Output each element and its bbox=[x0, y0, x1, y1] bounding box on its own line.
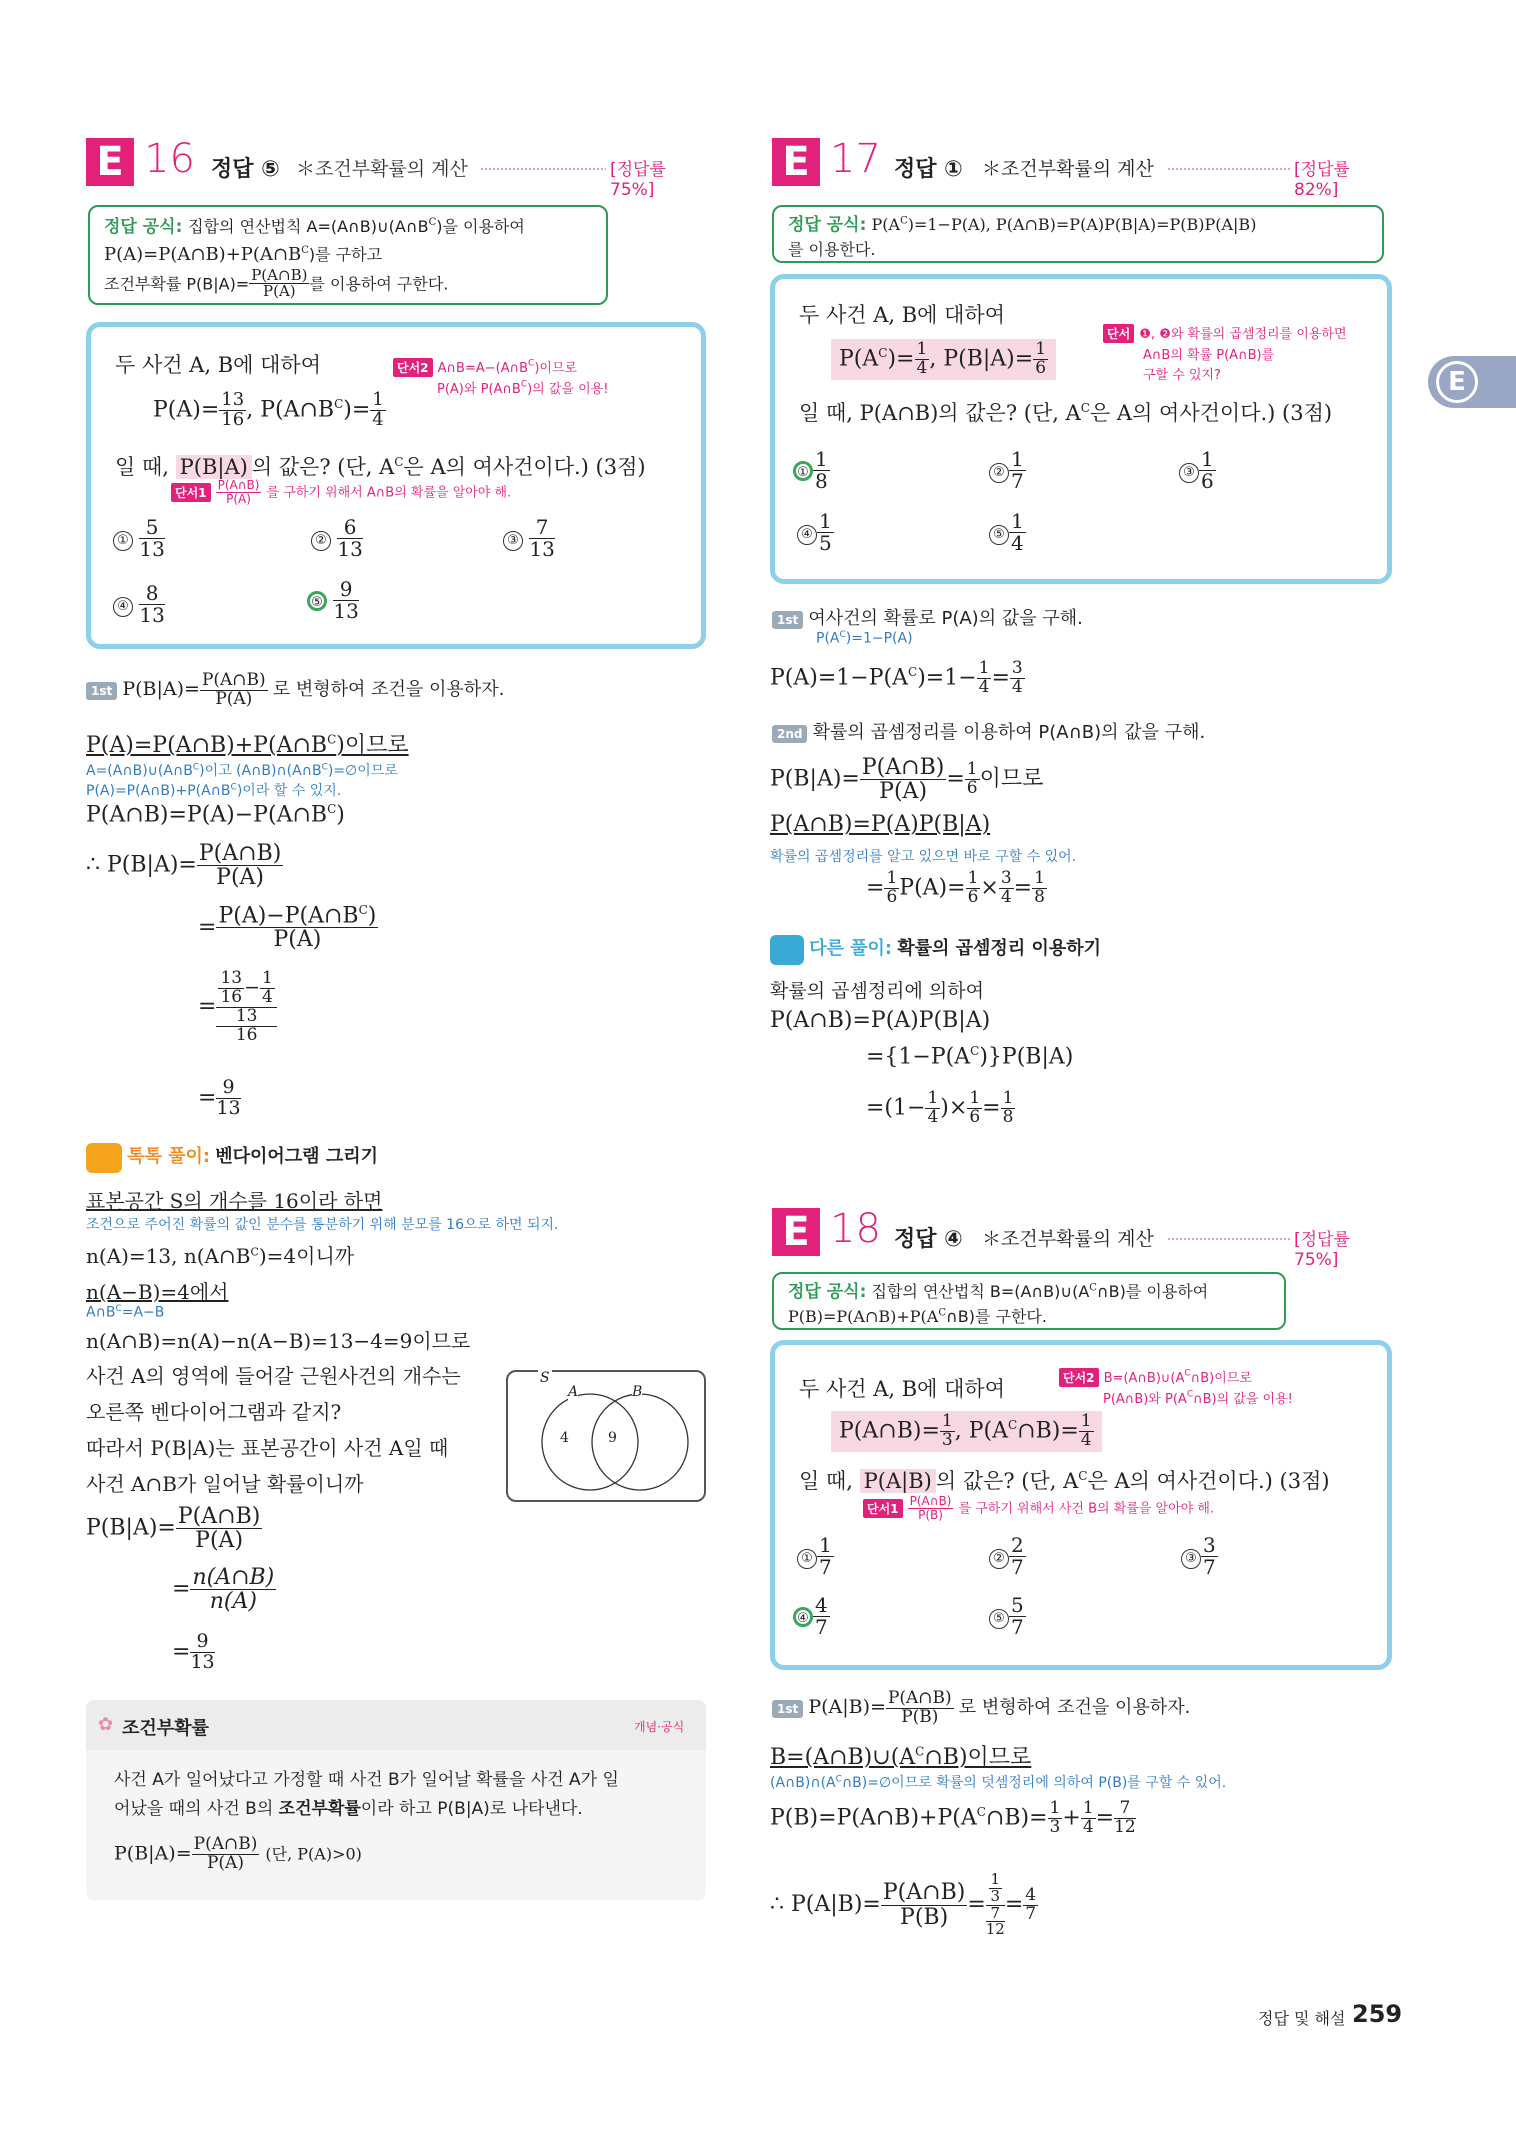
alt-line-8: 사건 A∩B가 일어날 확률이니까 bbox=[86, 1472, 364, 1496]
sol18-line-2: $P(B)=P(A\cap B)+P(A^C\cap B)=$ $\frac{1}{3}$ + $\frac{1}{4}$ = $\frac{7}{12}$ bbox=[770, 1798, 1136, 1837]
formula-box-16: 정답 공식: 집합의 연산법칙 $A=(A\cap B)\cup(A\cap B^C)$을 이용하여 $P(A)=P(A\cap B)+P(A\cap B^C)$를 구하고 조건부확률 P(B|A)= $\frac{P(A\cap B)}{P(A)}$ 를 이용하여 구한다. bbox=[88, 205, 608, 305]
question-ask: 일 때, P(B|A) 의 값은? (단, $A^C$은 A의 여사건이다.) (3점) bbox=[115, 455, 646, 479]
sol18-line-3: ∴ P(A|B)= $\frac{P(A\cap B)}{P(B)}$ = $\frac{1}{3}$ 7 12 = $\frac{4}{7}$ bbox=[770, 1870, 1037, 1939]
alt17-line-2: P(A∩B)=P(A)P(B|A) bbox=[770, 1008, 991, 1033]
question-text: 두 사건 A, B에 대하여 bbox=[115, 353, 321, 377]
step-1st-18: 1st P(A|B)= $\frac{P(A\cap B)}{P(B)}$ 로 변형하여 조건을 이용하자. bbox=[772, 1690, 1190, 1727]
alt-line-5: 사건 A의 영역에 들어갈 근원사건의 개수는 bbox=[86, 1364, 461, 1388]
concept-title: 조건부확률 bbox=[122, 1718, 209, 1739]
problem-number: 16 bbox=[144, 136, 195, 182]
solution-line-2: $P(A\cap B)=P(A)-P(A\cap B^C)$ bbox=[86, 802, 345, 828]
note-blue-1: $A=(A\cap B)\cup(A\cap B^C)$이고 $(A\cap B)\cap(A\cap B^C)=\emptyset$이므로 bbox=[86, 762, 398, 779]
venn-label-s: S bbox=[540, 1370, 550, 1386]
alt-line-3: n(A−B)=4에서 bbox=[86, 1280, 229, 1304]
note-17-1: $P(A^C)=1-P(A)$ bbox=[816, 630, 913, 647]
problem-18-header: E 18 정답 ④ ＊조건부확률의 계산 [정답률 75%] bbox=[772, 1208, 1392, 1258]
step-1st-16: 1st P(B|A)= $\frac{P(A\cap B)}{P(A)}$ 로 변형하여 조건을 이용하자. bbox=[86, 672, 504, 709]
concept-box bbox=[86, 1700, 706, 1900]
correct-rate: [정답률 75%] bbox=[606, 155, 706, 200]
question-box-16: 두 사건 A, B에 대하여 단서2 $A\cap B=A-(A\cap B^C)$이므로 P(A)와 $P(A\cap B^C)$의 값을 이용! P(A)= $\frac{13}{16}$ , $P(A\cap B^C)=$ $\frac{1}{4}$ 일 때, P(B|A) 의 값은? (단, $A^C$은 A의 여사건이다.) (3점) 단서1 $\frac{P(A\cap B)}{P(A)}$ 를 구하기 위해서 A∩B의 확률을 알아야 해. ① $\frac{5}{13}$ ② $\frac{6}{13}$ ③ $\frac{7}{13}$ ④ $\frac{8}{13}$ ⑤ $\frac{9}{13}$ bbox=[86, 322, 706, 649]
choice-3[interactable]: ③ $\frac{3}{7}$ bbox=[1181, 1535, 1218, 1578]
choice-5-correct[interactable]: ⑤ $\frac{9}{13}$ bbox=[307, 579, 359, 622]
alt-line-6: 오른쪽 벤다이어그램과 같지? bbox=[86, 1400, 342, 1424]
choice-5[interactable]: ⑤ $\frac{1}{4}$ bbox=[989, 511, 1026, 554]
alt-line-1: 표본공간 S의 개수를 16이라 하면 bbox=[86, 1189, 383, 1213]
given-probabilities: P(A)= $\frac{13}{16}$ , $P(A\cap B^C)=$ $\frac{1}{4}$ bbox=[153, 389, 384, 430]
choice-3[interactable]: ③ $\frac{7}{13}$ bbox=[503, 517, 555, 560]
venn-count-a-only: 4 bbox=[560, 1430, 569, 1446]
choice-1-correct[interactable]: ① $\frac{1}{8}$ bbox=[793, 449, 830, 492]
hint2-badge: 단서2 bbox=[393, 358, 433, 377]
alt17-line-1: 확률의 곱셈정리에 의하여 bbox=[770, 980, 984, 1002]
concept-text: 사건 A가 일어났다고 가정할 때 사건 B가 일어날 확률을 사건 A가 일 어났을 때의 사건 B의 조건부확률이라 하고 P(B|A)로 나타낸다. bbox=[114, 1770, 619, 1819]
solution-line-6: = $\frac{9}{13}$ bbox=[198, 1076, 241, 1119]
choice-4[interactable]: ④ $\frac{1}{5}$ bbox=[797, 511, 834, 554]
choice-4-correct[interactable]: ④ $\frac{4}{7}$ bbox=[793, 1595, 830, 1638]
choice-1[interactable]: ① $\frac{5}{13}$ bbox=[113, 517, 165, 560]
alt-note-2: $A\cap B^C=A-B$ bbox=[86, 1304, 165, 1321]
solution-line-5: = $\frac{13}{16}$ − $\frac{1}{4}$ 13 16 bbox=[198, 970, 277, 1044]
venn-label-a: A bbox=[568, 1384, 579, 1400]
sol17-line-3: P(A∩B)=P(A)P(B|A) bbox=[770, 812, 991, 837]
sol17-line-4: = $\frac{1}{6}$ P(A)= $\frac{1}{6}$ × $\frac{3}{4}$ = $\frac{1}{8}$ bbox=[866, 868, 1045, 907]
alt17-line-4: =(1− $\frac{1}{4}$ )× $\frac{1}{6}$ = $\frac{1}{8}$ bbox=[866, 1088, 1014, 1127]
solution-line-4: = $\frac{P(A)-P(A\cap B^C)}{P(A)}$ bbox=[198, 903, 377, 953]
alt-line-2: n(A)=13, $n(A\cap B^C)=4$이니까 bbox=[86, 1244, 355, 1268]
concept-tag: 개념·공식 bbox=[634, 1720, 685, 1734]
section-e-badge: E bbox=[86, 138, 134, 186]
choice-2[interactable]: ② $\frac{2}{7}$ bbox=[989, 1535, 1026, 1578]
choice-5[interactable]: ⑤ $\frac{5}{7}$ bbox=[989, 1595, 1026, 1638]
choice-1[interactable]: ① $\frac{1}{7}$ bbox=[797, 1535, 834, 1578]
solution-line-3: ∴ P(B|A)= $\frac{P(A\cap B)}{P(A)}$ bbox=[86, 841, 282, 891]
alt-line-9: P(B|A)= $\frac{P(A\cap B)}{P(A)}$ bbox=[86, 1504, 261, 1554]
flower-icon: ✿ bbox=[98, 1714, 114, 1735]
note-17-2: 확률의 곱셈정리를 알고 있으면 바로 구할 수 있어. bbox=[770, 849, 1077, 865]
note-18-1: $(A\cap B)\cap(A^C\cap B)=\emptyset$이므로 확률의 덧셈정리에 의하여 P(B)를 구할 수 있어. bbox=[770, 1774, 1227, 1791]
alt-icon bbox=[770, 935, 804, 965]
step-2nd-17: 2nd 확률의 곱셈정리를 이용하여 P(A∩B)의 값을 구해. bbox=[772, 718, 1205, 744]
venn-label-b: B bbox=[632, 1384, 643, 1400]
alt-line-10: = $\frac{n(A\cap B)}{n(A)}$ bbox=[172, 1565, 275, 1615]
alt-note-1: 조건으로 주어진 확률의 값인 분수를 통분하기 위해 분모를 16으로 하면 되지. bbox=[86, 1217, 559, 1233]
alt-line-11: = $\frac{9}{13}$ bbox=[172, 1630, 215, 1673]
choice-2[interactable]: ② $\frac{1}{7}$ bbox=[989, 449, 1026, 492]
sol18-line-1: $B=(A\cap B)\cup(A^C\cap B)$이므로 bbox=[770, 1744, 1032, 1770]
alt-line-4: n(A∩B)=n(A)−n(A−B)=13−4=9이므로 bbox=[86, 1329, 471, 1353]
solution-line-1: $P(A)=P(A\cap B)+P(A\cap B^C)$이므로 bbox=[86, 732, 409, 758]
sparkle-icon bbox=[86, 1143, 122, 1173]
answer-label: 정답 ⑤ bbox=[211, 157, 280, 182]
choice-4[interactable]: ④ $\frac{8}{13}$ bbox=[113, 583, 165, 626]
given-probabilities: $P(A^C)=$ $\frac{1}{4}$ , P(B|A)= $\frac{1}{6}$ bbox=[831, 339, 1056, 380]
sol17-line-1: $P(A)=1-P(A^C)=1-$ $\frac{1}{4}$ = $\frac{3}{4}$ bbox=[770, 658, 1023, 697]
given-probabilities: P(A∩B)= $\frac{1}{3}$ , $P(A^C\cap B)=$ $\frac{1}{4}$ bbox=[831, 1411, 1102, 1452]
footer-label: 정답 및 해설 bbox=[1258, 2009, 1346, 2028]
section-side-tab[interactable]: E bbox=[1428, 356, 1516, 408]
problem-17-header: E 17 정답 ① ＊조건부확률의 계산 [정답률 82%] bbox=[772, 138, 1392, 188]
question-box-17: 두 사건 A, B에 대하여 단서 ❶, ❷와 확률의 곱셈정리를 이용하면 A∩B의 확률 P(A∩B)를 구할 수 있지? $P(A^C)=$ $\frac{1}{4}$ , P(B|A)= $\frac{1}{6}$ 일 때, P(A∩B)의 값은? (단, $A^C$은 A의 여사건이다.) (3점) ① $\frac{1}{8}$ ② $\frac{1}{7}$ ③ $\frac{1}{6}$ ④ $\frac{1}{5}$ ⑤ $\frac{1}{4}$ bbox=[770, 274, 1392, 584]
choice-3[interactable]: ③ $\frac{1}{6}$ bbox=[1179, 449, 1216, 492]
step-1st-17: 1st 여사건의 확률로 P(A)의 값을 구해. bbox=[772, 604, 1083, 630]
concept-formula: P(B|A)= $\frac{P(A\cap B)}{P(A)}$ (단, P(A)>0) bbox=[114, 1834, 362, 1873]
formula-box-18: 정답 공식: 집합의 연산법칙 $B=(A\cap B)\cup(A^C\cap B)$를 이용하여 $P(B)=P(A\cap B)+P(A^C\cap B)$를 구한다. bbox=[772, 1272, 1286, 1330]
formula-box-17: 정답 공식: $P(A^C)=1-P(A)$, P(A∩B)=P(A)P(B|A)=P(B)P(A|B) 를 이용한다. bbox=[772, 205, 1384, 263]
venn-diagram bbox=[506, 1370, 706, 1502]
alt-solution-header: 톡톡 풀이: 벤다이어그램 그리기 bbox=[86, 1142, 378, 1173]
page-number: 259 bbox=[1352, 2000, 1403, 2028]
alt17-line-3: $=\{1-P(A^C)\}P(B|A)$ bbox=[866, 1044, 1074, 1070]
venn-count-intersection: 9 bbox=[608, 1430, 617, 1446]
topic-label: ＊조건부확률의 계산 bbox=[296, 158, 468, 180]
alt-line-7: 따라서 P(B|A)는 표본공간이 사건 A일 때 bbox=[86, 1436, 449, 1460]
alt-solution-17: 다른 풀이: 확률의 곱셈정리 이용하기 bbox=[770, 934, 1101, 965]
choice-2[interactable]: ② $\frac{6}{13}$ bbox=[311, 517, 363, 560]
question-box-18: 두 사건 A, B에 대하여 단서2 $B=(A\cap B)\cup(A^C\cap B)$이므로 P(A∩B)와 $P(A^C\cap B)$의 값을 이용! P(A∩B)= $\frac{1}{3}$ , $P(A^C\cap B)=$ $\frac{1}{4}$ 일 때, P(A|B) 의 값은? (단, $A^C$은 A의 여사건이다.) (3점) 단서1 $\frac{P(A\cap B)}{P(B)}$ 를 구하기 위해서 사건 B의 확률을 알아야 해. ① $\frac{1}{7}$ ② $\frac{2}{7}$ ③ $\frac{3}{7}$ ④ $\frac{4}{7}$ ⑤ $\frac{5}{7}$ bbox=[770, 1340, 1392, 1670]
problem-16-header bbox=[86, 136, 706, 200]
note-blue-2: $P(A)=P(A\cap B)+P(A\cap B^C)$이라 할 수 있지. bbox=[86, 782, 342, 799]
sol17-line-2: P(B|A)= $\frac{P(A\cap B)}{P(A)}$ = $\frac{1}{6}$ 이므로 bbox=[770, 755, 1044, 805]
